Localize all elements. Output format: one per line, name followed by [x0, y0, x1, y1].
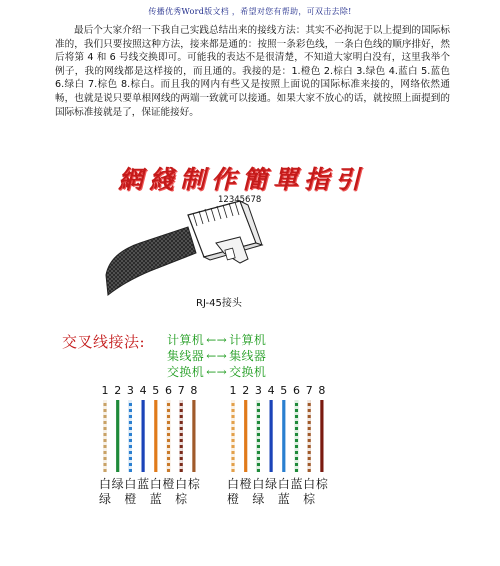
left-wire-stripe [129, 436, 132, 439]
left-wire-stripe [167, 400, 170, 403]
pair-right: 计算机 [229, 333, 267, 347]
right-color-label: 白 [252, 477, 265, 491]
right-wire-stripe [231, 418, 234, 421]
left-wire-stripe [129, 466, 132, 469]
connector-caption: RJ-45接头 [196, 298, 242, 309]
left-wire-stripe [167, 424, 170, 427]
right-wire-5 [282, 400, 285, 472]
right-pin-4: 4 [267, 384, 275, 397]
right-wire-stripe [295, 460, 298, 463]
left-wire-5 [154, 400, 157, 472]
right-wire-stripe [231, 436, 234, 439]
left-wire-stripe [129, 448, 132, 451]
left-wire-stripe [180, 430, 183, 433]
right-wire-stripe [231, 406, 234, 409]
pair-row [167, 347, 266, 364]
pair-arrow: ←→ [206, 349, 228, 363]
right-wire-stripe [231, 454, 234, 457]
right-wire-stripe [308, 400, 311, 403]
right-wire-stripe [295, 454, 298, 457]
left-wire-stripe [103, 466, 106, 469]
right-wire-stripe [308, 406, 311, 409]
right-wire-stripe [231, 460, 234, 463]
right-wire-stripe [231, 430, 234, 433]
left-wire-stripe [180, 442, 183, 445]
right-wire-stripe [308, 466, 311, 469]
pair-left: 交换机 [167, 365, 205, 379]
right-wire-stripe [231, 448, 234, 451]
left-pin-7: 7 [177, 384, 185, 397]
rj45-connector-illustration [100, 193, 340, 298]
right-wire-stripe [257, 436, 260, 439]
left-wire-stripe [167, 466, 170, 469]
right-color-label: 棕 [315, 477, 328, 491]
right-wire-stripe [308, 418, 311, 421]
left-wire-stripe [167, 460, 170, 463]
right-wire-stripe [257, 412, 260, 415]
right-wire-stripe [308, 430, 311, 433]
right-color-label: 棕 [303, 492, 316, 506]
left-wire-stripe [103, 406, 106, 409]
left-pin-8: 8 [190, 384, 198, 397]
right-pin-3: 3 [254, 384, 262, 397]
page-header: 传播优秀Word版文档 ，希望对您有帮助，可双击去除! [148, 7, 352, 16]
left-wire-stripe [103, 430, 106, 433]
left-color-label: 白 [98, 477, 111, 491]
right-wire-stripe [308, 454, 311, 457]
left-color-label: 棕 [187, 477, 200, 491]
body-paragraph: 最后个大家介绍一下我自己实践总结出来的接线方法：其实不必拘泥于以上提到的国际标准的，我们只要按照这种方法，接来都是通的：按照一条彩色线，一条白色线的顺序排好，然后将第 4 和 6 号线交换即可。可能我的表达不是很清楚，不知道大家明白没有，这里我举个例子，我的网线都是这样接的，而且通的。我接的是：1.橙色 2.棕白 3.绿色 4.蓝白 5.蓝色 6.绿白 7.棕色 8.棕白。而且我的网内有些又是按照上面说的国际标准来接的，网络依然通畅，也就是说只要单根网线的两端一致就可以接通。如果大家不放心的话，就按照上面提到的国际标准接就是了，保证能接好。 [55, 25, 450, 118]
right-wire-diagram [228, 400, 338, 472]
left-color-label: 橙 [124, 492, 137, 506]
pair-row [167, 363, 266, 380]
left-wire-stripe [129, 418, 132, 421]
left-wire-stripe [129, 454, 132, 457]
right-wire-stripe [231, 424, 234, 427]
right-wire-stripe [231, 412, 234, 415]
pair-right: 交换机 [229, 365, 267, 379]
left-wire-stripe [167, 436, 170, 439]
right-wire-stripe [295, 430, 298, 433]
right-pin-6: 6 [293, 384, 300, 397]
left-wire-stripe [180, 454, 183, 457]
left-wire-stripe [180, 424, 183, 427]
right-color-label: 绿 [265, 477, 278, 491]
left-color-label: 棕 [175, 492, 188, 506]
left-wire-stripe [180, 400, 183, 403]
right-wire-stripe [308, 460, 311, 463]
left-wire-stripe [129, 412, 132, 415]
right-wire-8 [320, 400, 323, 472]
right-color-label: 白 [226, 477, 239, 491]
left-wire-stripe [167, 430, 170, 433]
left-wire-stripe [103, 442, 106, 445]
right-pin-1: 1 [229, 384, 237, 397]
right-wire-stripe [257, 454, 260, 457]
left-wire-stripe [180, 418, 183, 421]
left-pin-5: 5 [152, 384, 160, 397]
right-wire-stripe [257, 418, 260, 421]
left-wire-stripe [103, 448, 106, 451]
right-wire-stripe [308, 448, 311, 451]
pair-left: 集线器 [167, 349, 205, 363]
right-wire-stripe [257, 430, 260, 433]
left-wire-stripe [180, 412, 183, 415]
left-wire-8 [192, 400, 195, 472]
left-wire-stripe [129, 406, 132, 409]
right-wire-stripe [231, 466, 234, 469]
left-pin-6: 6 [165, 384, 172, 397]
left-color-label: 白 [175, 477, 188, 491]
right-wire-stripe [257, 442, 260, 445]
left-wire-stripe [129, 460, 132, 463]
left-color-label: 白 [149, 477, 162, 491]
right-wire-stripe [257, 400, 260, 403]
left-color-label: 蓝 [137, 477, 150, 491]
right-wire-stripe [295, 436, 298, 439]
right-pin-5: 5 [280, 384, 288, 397]
left-color-label: 绿 [111, 477, 124, 491]
left-wire-stripe [129, 442, 132, 445]
right-pin-2: 2 [242, 384, 250, 397]
pair-arrow: ←→ [206, 365, 228, 379]
left-pin-1: 1 [101, 384, 109, 397]
left-wire-stripe [167, 406, 170, 409]
left-wire-2 [116, 400, 119, 472]
right-wire-stripe [231, 442, 234, 445]
right-wire-stripe [308, 424, 311, 427]
figure-title: 網綫制作簡單指引 [118, 165, 367, 194]
connector-pin-label: 12345678 [218, 195, 262, 205]
left-color-label: 绿 [98, 492, 111, 506]
pair-left: 计算机 [167, 333, 205, 347]
left-wire-stripe [180, 460, 183, 463]
left-wire-diagram [100, 400, 210, 472]
left-wire-stripe [167, 442, 170, 445]
left-wire-stripe [167, 412, 170, 415]
right-wire-stripe [295, 424, 298, 427]
left-wire-stripe [103, 460, 106, 463]
right-color-label: 绿 [252, 492, 265, 506]
pair-arrow: ←→ [206, 333, 228, 347]
right-wire-stripe [295, 412, 298, 415]
left-wire-stripe [129, 424, 132, 427]
right-wire-4 [270, 400, 273, 472]
left-wire-stripe [167, 448, 170, 451]
left-pin-3: 3 [126, 384, 134, 397]
right-wire-stripe [257, 460, 260, 463]
right-wire-stripe [295, 442, 298, 445]
right-color-label: 橙 [226, 492, 239, 506]
right-wire-stripe [295, 406, 298, 409]
left-wire-stripe [129, 400, 132, 403]
right-wire-stripe [308, 442, 311, 445]
left-wire-stripe [167, 454, 170, 457]
left-pin-4: 4 [139, 384, 147, 397]
left-wire-4 [142, 400, 145, 472]
right-wire-stripe [308, 436, 311, 439]
right-color-label: 白 [303, 477, 316, 491]
right-wire-stripe [295, 418, 298, 421]
right-color-label: 橙 [239, 477, 252, 491]
left-wire-stripe [180, 448, 183, 451]
left-color-label: 蓝 [149, 492, 162, 506]
left-color-label: 白 [124, 477, 137, 491]
right-color-label: 蓝 [290, 477, 303, 491]
left-wire-stripe [180, 466, 183, 469]
right-color-label: 白 [277, 477, 290, 491]
left-wire-stripe [103, 418, 106, 421]
right-wire-stripe [308, 412, 311, 415]
pair-right: 集线器 [229, 349, 267, 363]
right-pin-8: 8 [318, 384, 326, 397]
left-wire-stripe [103, 424, 106, 427]
left-wire-stripe [103, 400, 106, 403]
left-wire-stripe [103, 412, 106, 415]
right-wire-stripe [231, 400, 234, 403]
left-wire-stripe [180, 436, 183, 439]
right-wire-stripe [257, 406, 260, 409]
right-wire-stripe [295, 466, 298, 469]
right-wire-stripe [295, 448, 298, 451]
crossover-title: 交叉线接法: [62, 333, 146, 351]
left-wire-stripe [103, 436, 106, 439]
right-wire-stripe [257, 466, 260, 469]
right-color-label: 蓝 [277, 492, 290, 506]
left-pin-2: 2 [114, 384, 122, 397]
right-wire-stripe [295, 400, 298, 403]
right-wire-stripe [257, 424, 260, 427]
left-wire-stripe [180, 406, 183, 409]
left-wire-stripe [167, 418, 170, 421]
left-wire-stripe [103, 454, 106, 457]
right-pin-7: 7 [305, 384, 313, 397]
right-wire-2 [244, 400, 247, 472]
left-wire-stripe [129, 430, 132, 433]
left-color-label: 橙 [162, 477, 175, 491]
right-wire-stripe [257, 448, 260, 451]
pair-row [167, 331, 266, 348]
